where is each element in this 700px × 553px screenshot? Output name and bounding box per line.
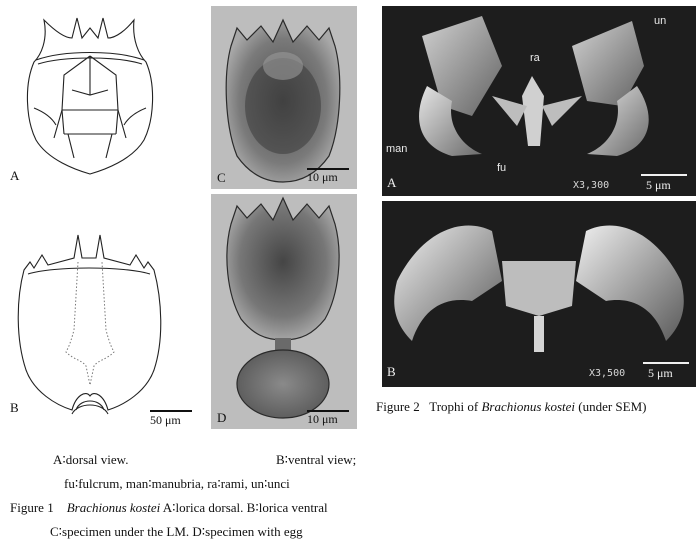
fig2-label-un: un	[654, 15, 667, 27]
fig1-panel-d-photo	[211, 194, 357, 429]
fig1-caption	[10, 500, 328, 516]
fig1-panel-c-letter: C	[217, 170, 226, 185]
fig1-panel-c-photo	[211, 6, 357, 189]
fig2-caption	[376, 399, 647, 415]
trophi-sem-image-a	[382, 6, 696, 196]
fig1-panel-a-letter: A	[10, 168, 20, 183]
fig2-caption-species: Brachionus kostei	[481, 399, 575, 414]
fig2-panel-a-magnification: X3,300	[573, 180, 610, 191]
specimen-lm-image	[211, 6, 357, 189]
fig2-caption-suffix: (under SEM)	[578, 399, 647, 414]
fig1-panel-b-scale-label: 50 μm	[150, 413, 181, 427]
fig2-panel-a-letter: A	[387, 175, 397, 190]
fig1-legend-line2: fu∶fulcrum, man∶manubria, ra∶rami, un∶unci	[64, 476, 290, 491]
fig2-label-fu: fu	[497, 162, 507, 174]
fig1-legend-line1-left: A∶dorsal view.	[53, 452, 129, 467]
fig1-caption-prefix: Figure 1	[10, 500, 54, 515]
fig1-panel-d-letter: D	[217, 410, 227, 425]
specimen-with-egg-image	[211, 194, 357, 429]
lorica-dorsal-drawing	[27, 18, 152, 174]
lorica-ventral-drawing	[18, 235, 161, 414]
fig2-panel-b-letter: B	[387, 364, 396, 379]
fig2-panel-a-scale-label: 5 μm	[646, 178, 671, 192]
fig2-panel-b-scale-label: 5 μm	[648, 366, 673, 380]
lorica-ventral-inner-dots	[66, 262, 114, 385]
fig2-panel-a-scalebar	[641, 174, 687, 176]
figure1-drawings	[4, 0, 206, 440]
fig2-label-man: man	[386, 143, 408, 155]
fig2-panel-b-sem	[382, 201, 696, 387]
trophi-sem-image-b	[382, 201, 696, 387]
lorica-drawings-svg	[4, 0, 206, 440]
fig1-panel-c-scale-label: 10 μm	[307, 170, 338, 184]
fig1-panel-b-letter: B	[10, 400, 19, 415]
fig2-panel-a-sem	[382, 6, 696, 196]
fig1-legend-line1-right: B∶ventral view;	[276, 452, 357, 467]
fig1-caption-line2: C∶specimen under the LM. D∶specimen with egg	[50, 524, 303, 539]
fig1-panel-d-scale-label: 10 μm	[307, 412, 338, 426]
fig2-label-ra: ra	[530, 52, 540, 64]
fig2-panel-b-magnification: X3,500	[589, 368, 626, 379]
fig2-caption-prefix: Figure 2	[376, 399, 420, 414]
fig2-panel-b-scalebar	[643, 362, 689, 364]
fig2-caption-text: Trophi of	[429, 399, 479, 414]
fig1-caption-rest: A∶lorica dorsal. B∶lorica ventral	[162, 500, 328, 515]
fig1-caption-species: Brachionus kostei	[66, 500, 161, 515]
fig1-panel-b-scalebar	[150, 410, 192, 412]
